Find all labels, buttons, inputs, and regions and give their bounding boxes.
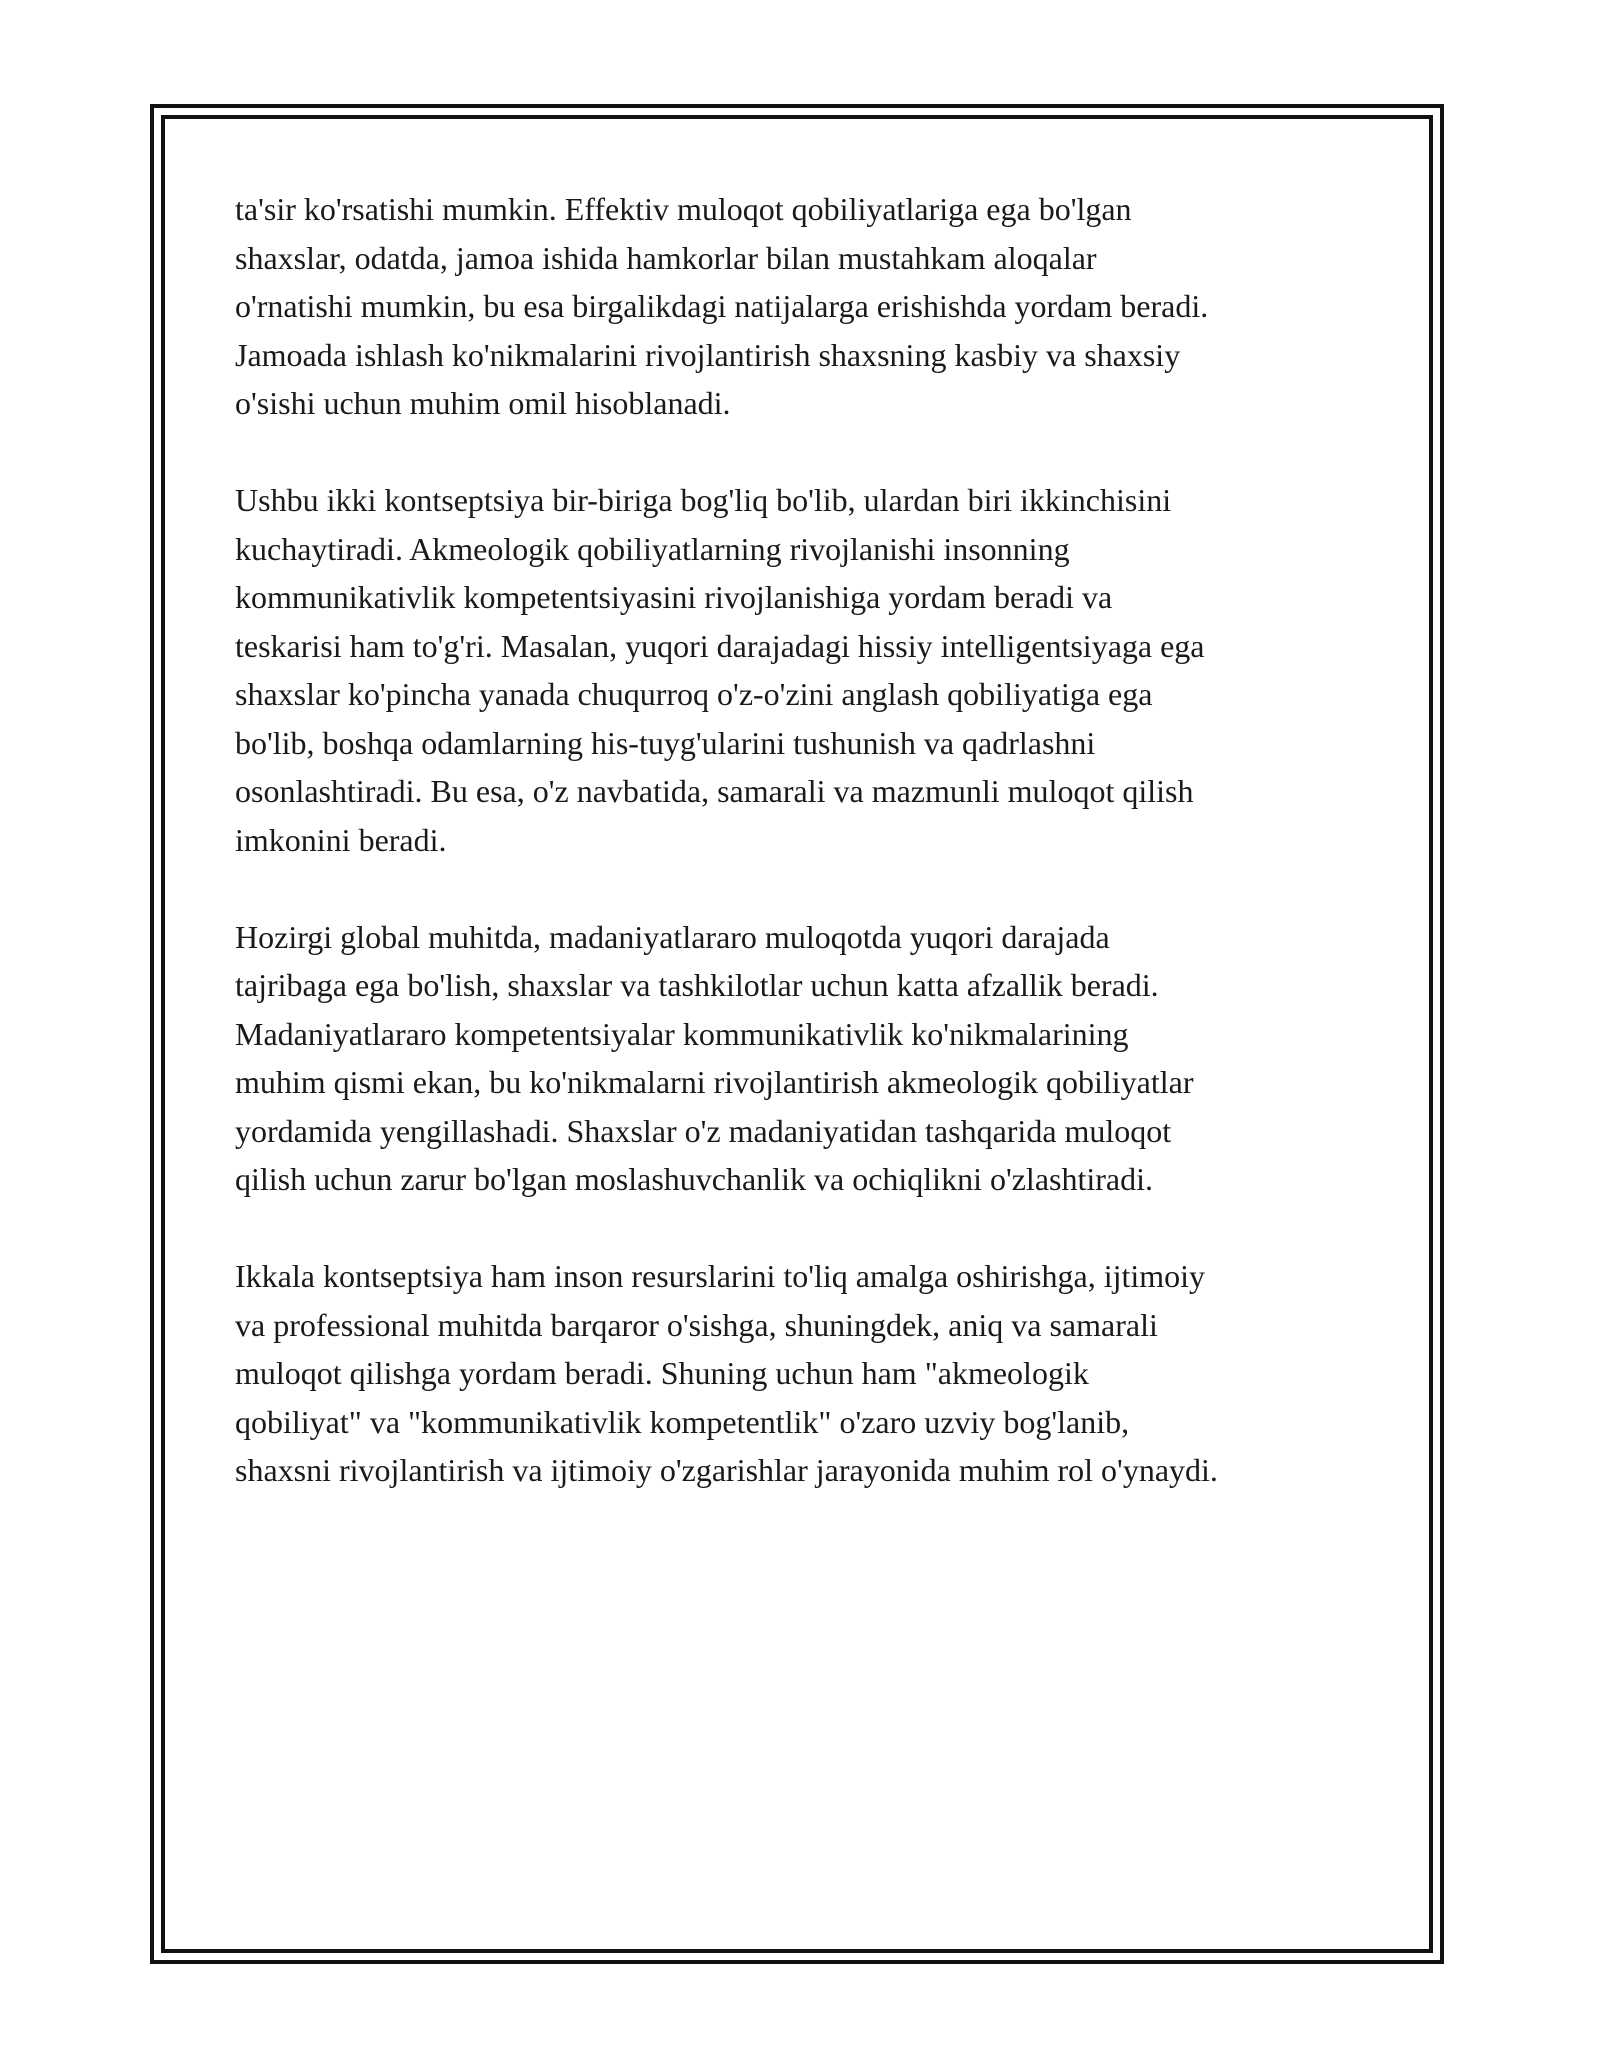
text-line: shaxslar ko'pincha yanada chuqurroq o'z-o'zini anglash qobiliyatiga ega (235, 676, 1153, 712)
document-body (235, 185, 1385, 1543)
text-line: kuchaytiradi. Akmeologik qobiliyatlarning rivojlanishi insonning (235, 530, 1070, 567)
text-line: muloqot qilishga yordam beradi. Shuning uchun ham "akmeologik (235, 1355, 1089, 1391)
text-line: Madaniyatlararo kompetentsiyalar kommunikativlik ko'nikmalarining (235, 1015, 1129, 1052)
text-line: o'rnatishi mumkin, bu esa birgalikdagi natijalarga erishishda yordam beradi. (235, 288, 1209, 324)
text-line: kommunikativlik kompetentsiyasini rivojlanishiga yordam beradi va (235, 579, 1113, 615)
paragraph-1 (235, 185, 1385, 428)
text-line: qobiliyat" va "kommunikativlik kompetentlik" o'zaro uzviy bog'lanib, (235, 1403, 1130, 1440)
text-line: Ushbu ikki kontseptsiya bir-biriga bog'liq bo'lib, ulardan biri ikkinchisini (235, 482, 1172, 518)
paragraph-3 (235, 913, 1385, 1204)
paragraph-4 (235, 1252, 1385, 1495)
text-line: shaxslar, odatda, jamoa ishida hamkorlar bilan mustahkam aloqalar (235, 239, 1097, 276)
text-line: osonlashtiradi. Bu esa, o'z navbatida, samarali va mazmunli muloqot qilish (235, 773, 1194, 809)
text-line: o'sishi uchun muhim omil hisoblanadi. (235, 385, 731, 421)
text-line: ta'sir ko'rsatishi mumkin. Effektiv muloqot qobiliyatlariga ega bo'lgan (235, 191, 1132, 227)
text-line: yordamida yengillashadi. Shaxslar o'z madaniyatidan tashqarida muloqot (235, 1112, 1172, 1149)
text-line: shaxsni rivojlantirish va ijtimoiy o'zgarishlar jarayonida muhim rol o'ynaydi. (235, 1452, 1218, 1488)
text-line: va professional muhitda barqaror o'sishga, shuningdek, aniq va samarali (235, 1306, 1158, 1343)
text-line: tajribaga ega bo'lish, shaxslar va tashkilotlar uchun katta afzallik beradi. (235, 967, 1159, 1003)
text-line: imkonini beradi. (235, 821, 447, 858)
text-line: Jamoada ishlash ko'nikmalarini rivojlantirish shaxsning kasbiy va shaxsiy (235, 336, 1181, 373)
text-line: Ikkala kontseptsiya ham inson resurslarini to'liq amalga oshirishga, ijtimoiy (235, 1258, 1206, 1294)
paragraph-2 (235, 476, 1385, 864)
text-line: Hozirgi global muhitda, madaniyatlararo muloqotda yuqori darajada (235, 918, 1110, 955)
text-line: qilish uchun zarur bo'lgan moslashuvchanlik va ochiqlikni o'zlashtiradi. (235, 1161, 1153, 1197)
text-line: teskarisi ham to'g'ri. Masalan, yuqori darajadagi hissiy intelligentsiyaga ega (235, 627, 1205, 664)
text-line: muhim qismi ekan, bu ko'nikmalarni rivojlantirish akmeologik qobiliyatlar (235, 1064, 1194, 1100)
text-line: bo'lib, boshqa odamlarning his-tuyg'ularini tushunish va qadrlashni (235, 724, 1096, 761)
